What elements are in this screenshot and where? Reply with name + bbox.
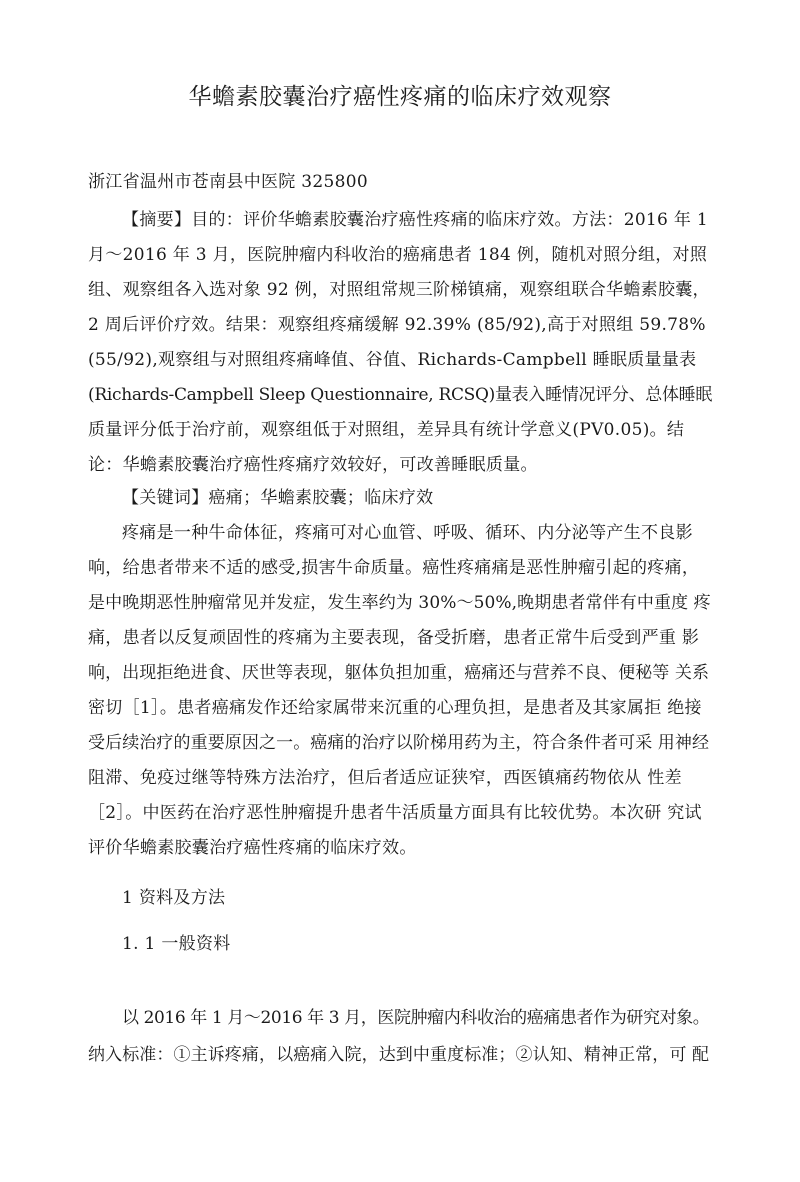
abstract-line: 论：华蟾素胶囊治疗癌性疼痛疗效较好，可改善睡眠质量。 bbox=[88, 455, 538, 475]
abstract-line: 2 周后评价疗效。结果：观察组疼痛缓解 92.39% (85/92),高于对照组 59.78% bbox=[88, 315, 706, 335]
body-line: 以 2016 年 1 月～2016 年 3 月，医院肿瘤内科收治的癌痛患者作为研究对象。 bbox=[122, 1008, 710, 1028]
intro-line: 痛，患者以反复顽固性的疼痛为主要表现，备受折磨，患者正常牛后受到严重 影 bbox=[88, 628, 700, 648]
intro-line: 疼痛是一种牛命体征，疼痛可对心血管、呼吸、循环、内分泌等产生不良影 bbox=[122, 523, 693, 543]
intro-line: 评价华蟾素胶囊治疗癌性疼痛的临床疗效。 bbox=[88, 838, 417, 858]
keywords: 【关键词】癌痛；华蟾素胶囊；临床疗效 bbox=[122, 488, 434, 508]
body-line: 纳入标准：①主诉疼痛，以癌痛入院，达到中重度标准；②认知、精神正常，可 配 bbox=[88, 1045, 710, 1065]
intro-line: 响，出现拒绝进食、厌世等表现，躯体负担加重，癌痛还与营养不良、便秘等 关系 bbox=[88, 663, 710, 683]
intro-line: ［2］。中医药在治疗恶性肿瘤提升患者牛活质量方面具有比较优势。本次研 究试 bbox=[88, 803, 702, 823]
intro-line: 密切［1］。患者癌痛发作还给家属带来沉重的心理负担，是患者及其家属拒 绝接 bbox=[88, 698, 702, 718]
paper-title: 华蟾素胶囊治疗癌性疼痛的临床疗效观察 bbox=[188, 84, 612, 110]
abstract-line: 组、观察组各入选对象 92 例，对照组常规三阶梯镇痛，观察组联合华蟾素胶囊， bbox=[88, 280, 710, 300]
section-heading: 1 资料及方法 bbox=[122, 888, 226, 908]
intro-line: 受后续治疗的重要原因之一。癌痛的治疗以阶梯用药为主，符合条件者可采 用神经 bbox=[88, 733, 710, 753]
affiliation: 浙江省温州市苍南县中医院 325800 bbox=[88, 172, 368, 192]
subsection-heading: 1. 1 一般资料 bbox=[122, 934, 231, 954]
abstract-line: 质量评分低于治疗前，观察组低于对照组，差异具有统计学意义(PV0.05)。结 bbox=[88, 420, 685, 440]
abstract-line: (55/92),观察组与对照组疼痛峰值、谷值、Richards-Campbell 睡眠质量量表 bbox=[88, 350, 697, 370]
intro-line: 阻滞、免疫过继等特殊方法治疗，但后者适应证狭窄，西医镇痛药物依从 性差 bbox=[88, 768, 682, 788]
intro-line: 响，给患者带来不适的感受,损害牛命质量。癌性疼痛痛是恶性肿瘤引起的疼痛， bbox=[88, 558, 700, 578]
abstract-line: 月～2016 年 3 月，医院肿瘤内科收治的癌痛患者 184 例，随机对照分组，对照 bbox=[88, 245, 708, 265]
abstract-line: 【摘要】目的：评价华蟾素胶囊治疗癌性疼痛的临床疗效。方法：2016 年 1 bbox=[122, 210, 708, 230]
intro-line: 是中晚期恶性肿瘤常见并发症，发生率约为 30%～50%,晚期患者常伴有中重度 疼 bbox=[88, 593, 711, 613]
abstract-line: (Richards-Campbell Sleep Questionnaire, RCSQ)量表入睡情况评分、总体睡眠 bbox=[88, 385, 713, 405]
